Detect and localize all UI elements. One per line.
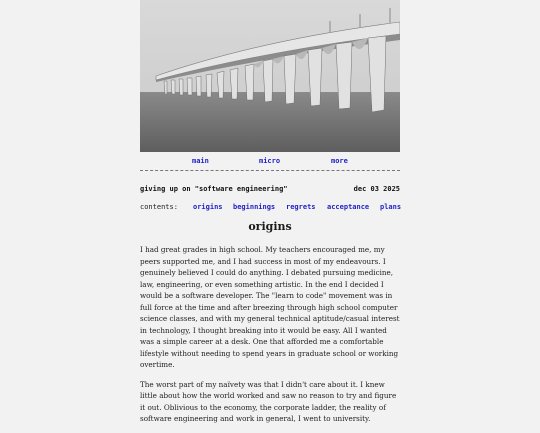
article-body (140, 244, 400, 433)
post-title: giving up on "software engineering" (140, 185, 288, 193)
nav-divider (140, 170, 400, 171)
paragraph: The worst part of my naïvety was that I didn't care about it. I knew little about how the world worked and saw no reason to try and figure it out. Oblivious to the economy, the corporate ladder, the reality of software engineering and work in general, I went to university. (140, 379, 397, 423)
paragraph: I had great grades in high school. My teachers encouraged me, my peers supported me, and I had success in most of my endeavours. I genuinely believed I could do anything. I debated pursuing medicine, law, engineering, or even something artistic. In the end I decided I would be a software developer. The "learn to code" movement was in full force at the time and after breezing through high school computer science classes, and with my general technical aptitude/casual interest in technology, I thought breaking into it would be easy. All I wanted was a simple career at a desk. One that afforded me a comfortable lifestyle without needing to spend years in graduate school or working overtime. (140, 245, 400, 369)
table-of-contents (140, 203, 400, 211)
post-header (140, 185, 400, 193)
contents-link-plans[interactable]: plans (380, 203, 402, 211)
contents-link-beginnings[interactable]: beginnings (233, 203, 276, 211)
contents-label: contents: (140, 203, 178, 211)
nav-link-more[interactable]: more (331, 157, 348, 165)
contents-link-regrets[interactable]: regrets (286, 203, 316, 211)
nav-link-micro[interactable]: micro (259, 157, 281, 165)
top-nav (140, 157, 400, 169)
contents-link-origins[interactable]: origins (193, 203, 223, 211)
hero-image (140, 0, 400, 152)
section-heading: origins (248, 220, 292, 233)
bridge-photo (140, 0, 400, 152)
post-date: dec 03 2025 (353, 185, 400, 193)
contents-link-acceptance[interactable]: acceptance (327, 203, 370, 211)
nav-link-main[interactable]: main (192, 157, 209, 165)
